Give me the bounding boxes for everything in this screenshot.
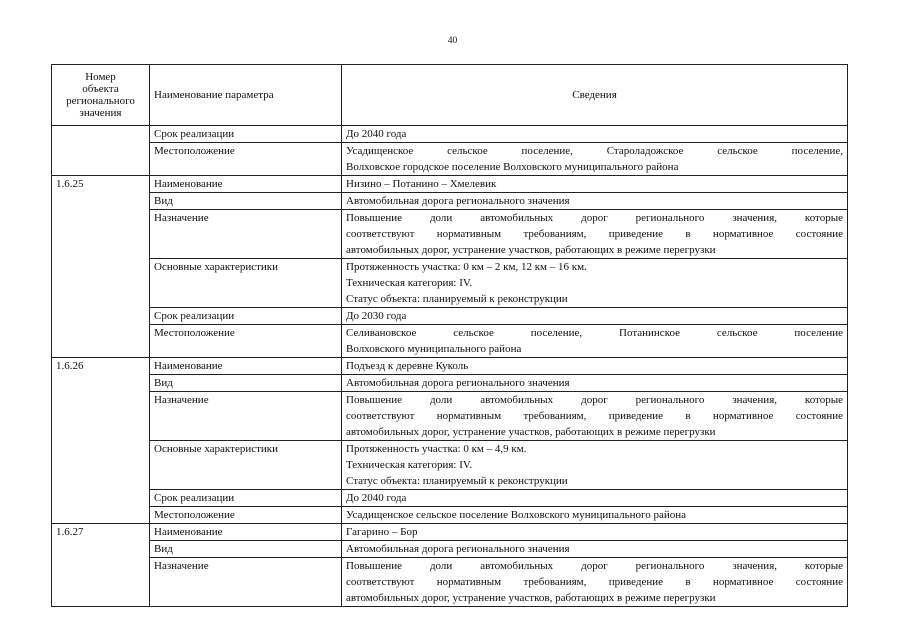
parameter-name-cell (150, 558, 342, 607)
details-cell (342, 126, 848, 143)
object-number-cell (52, 524, 150, 607)
table-row (52, 358, 848, 375)
parameter-name-cell (150, 375, 342, 392)
details-line: До 2040 года (346, 492, 407, 504)
parameter-name-cell (150, 507, 342, 524)
table-row (52, 210, 848, 259)
details-line: Низино – Потанино – Хмелевик (346, 178, 497, 190)
header-object-number (52, 65, 150, 126)
table-row (52, 259, 848, 308)
parameter-name: Местоположение (154, 327, 235, 339)
parameter-name-cell (150, 490, 342, 507)
table-row (52, 524, 848, 541)
details-cell (342, 375, 848, 392)
parameter-name-cell (150, 126, 342, 143)
details-line: Повышение доли автомобильных дорог регионального значения, которые (346, 394, 843, 406)
details-line: автомобильных дорог, устранение участков, работающих в режиме перегрузки (346, 244, 716, 256)
table-row (52, 193, 848, 210)
parameter-name: Наименование (154, 360, 223, 372)
parameter-name: Назначение (154, 394, 209, 406)
parameter-name: Местоположение (154, 509, 235, 521)
header-parameter-name: Наименование параметра (150, 65, 342, 126)
details-line: Автомобильная дорога регионального значения (346, 543, 570, 555)
table-row (52, 325, 848, 358)
object-number: 1.6.25 (56, 178, 84, 190)
parameter-name: Назначение (154, 212, 209, 224)
details-line: Протяженность участка: 0 км – 4,9 км. (346, 443, 527, 455)
header-line: Номер (85, 71, 116, 83)
parameter-name: Вид (154, 195, 173, 207)
details-cell (342, 392, 848, 441)
parameter-name: Местоположение (154, 145, 235, 157)
header-details: Сведения (342, 65, 848, 126)
parameter-name-cell (150, 193, 342, 210)
details-cell (342, 490, 848, 507)
details-line: До 2030 года (346, 310, 407, 322)
details-line: соответствуют нормативным требованиям, приведение в нормативное состояние (346, 410, 843, 422)
header-line: регионального (66, 95, 135, 107)
parameter-name-cell (150, 176, 342, 193)
object-number-cell (52, 126, 150, 176)
table-row (52, 441, 848, 490)
page-number: 40 (447, 36, 458, 46)
table-row (52, 490, 848, 507)
parameter-name: Срок реализации (154, 128, 235, 140)
parameter-name-cell (150, 541, 342, 558)
details-line: Протяженность участка: 0 км – 2 км, 12 км – 16 км. (346, 261, 587, 273)
details-cell (342, 358, 848, 375)
details-cell (342, 541, 848, 558)
details-cell (342, 193, 848, 210)
object-number: 1.6.27 (56, 526, 84, 538)
details-line: Повышение доли автомобильных дорог регионального значения, которые (346, 212, 843, 224)
details-line: Автомобильная дорога регионального значения (346, 377, 570, 389)
details-line: Гагарино – Бор (346, 526, 418, 538)
table-row (52, 375, 848, 392)
object-number (56, 126, 145, 142)
parameter-name: Срок реализации (154, 492, 235, 504)
details-line: Селивановское сельское поселение, Потанинское сельское поселение (346, 327, 843, 339)
object-number: 1.6.26 (56, 360, 84, 372)
parameter-name: Наименование (154, 178, 223, 190)
details-line: Волховского муниципального района (346, 343, 522, 355)
parameter-name-cell (150, 210, 342, 259)
parameter-name-cell (150, 143, 342, 176)
header-line: объекта (82, 83, 119, 95)
details-line: Повышение доли автомобильных дорог регионального значения, которые (346, 560, 843, 572)
details-line: Техническая категория: IV. (346, 277, 473, 289)
parameter-name: Назначение (154, 560, 209, 572)
parameter-name: Срок реализации (154, 310, 235, 322)
table-row (52, 558, 848, 607)
parameter-name-cell (150, 259, 342, 308)
details-line: Волховское городское поселение Волховского муниципального района (346, 161, 679, 173)
details-line: Техническая категория: IV. (346, 459, 473, 471)
details-line: Автомобильная дорога регионального значения (346, 195, 570, 207)
details-cell (342, 524, 848, 541)
details-line: Статус объекта: планируемый к реконструкции (346, 293, 568, 305)
parameter-name: Вид (154, 543, 173, 555)
parameter-name: Основные характеристики (154, 261, 279, 273)
parameters-table (51, 64, 848, 607)
details-line: Усадищенское сельское поселение Волховского муниципального района (346, 509, 687, 521)
table-row (52, 126, 848, 143)
parameter-name: Вид (154, 377, 173, 389)
details-line: соответствуют нормативным требованиям, приведение в нормативное состояние (346, 576, 843, 588)
table-row (52, 143, 848, 176)
table-row (52, 507, 848, 524)
table-row (52, 176, 848, 193)
table-row (52, 392, 848, 441)
details-line: автомобильных дорог, устранение участков, работающих в режиме перегрузки (346, 426, 716, 438)
parameter-name-cell (150, 308, 342, 325)
object-number-cell (52, 176, 150, 358)
details-line: Статус объекта: планируемый к реконструкции (346, 475, 568, 487)
parameter-name-cell (150, 441, 342, 490)
details-cell (342, 143, 848, 176)
details-cell (342, 308, 848, 325)
details-cell (342, 441, 848, 490)
details-line: соответствуют нормативным требованиям, приведение в нормативное состояние (346, 228, 843, 240)
parameter-name: Основные характеристики (154, 443, 279, 455)
details-cell (342, 210, 848, 259)
table-header-row (52, 65, 848, 126)
table-row (52, 541, 848, 558)
details-cell (342, 259, 848, 308)
parameter-name-cell (150, 358, 342, 375)
table-row (52, 308, 848, 325)
details-cell (342, 558, 848, 607)
table-body (52, 126, 848, 607)
details-line: автомобильных дорог, устранение участков, работающих в режиме перегрузки (346, 592, 716, 604)
details-line: До 2040 года (346, 128, 407, 140)
details-line: Подъезд к деревне Куколь (346, 360, 469, 372)
details-line: Усадищенское сельское поселение, Староладожское сельское поселение, (346, 145, 843, 157)
details-cell (342, 507, 848, 524)
header-line: значения (79, 107, 122, 119)
parameter-name: Наименование (154, 526, 223, 538)
parameter-name-cell (150, 392, 342, 441)
details-cell (342, 325, 848, 358)
details-cell (342, 176, 848, 193)
parameter-name-cell (150, 325, 342, 358)
object-number-cell (52, 358, 150, 524)
parameter-name-cell (150, 524, 342, 541)
